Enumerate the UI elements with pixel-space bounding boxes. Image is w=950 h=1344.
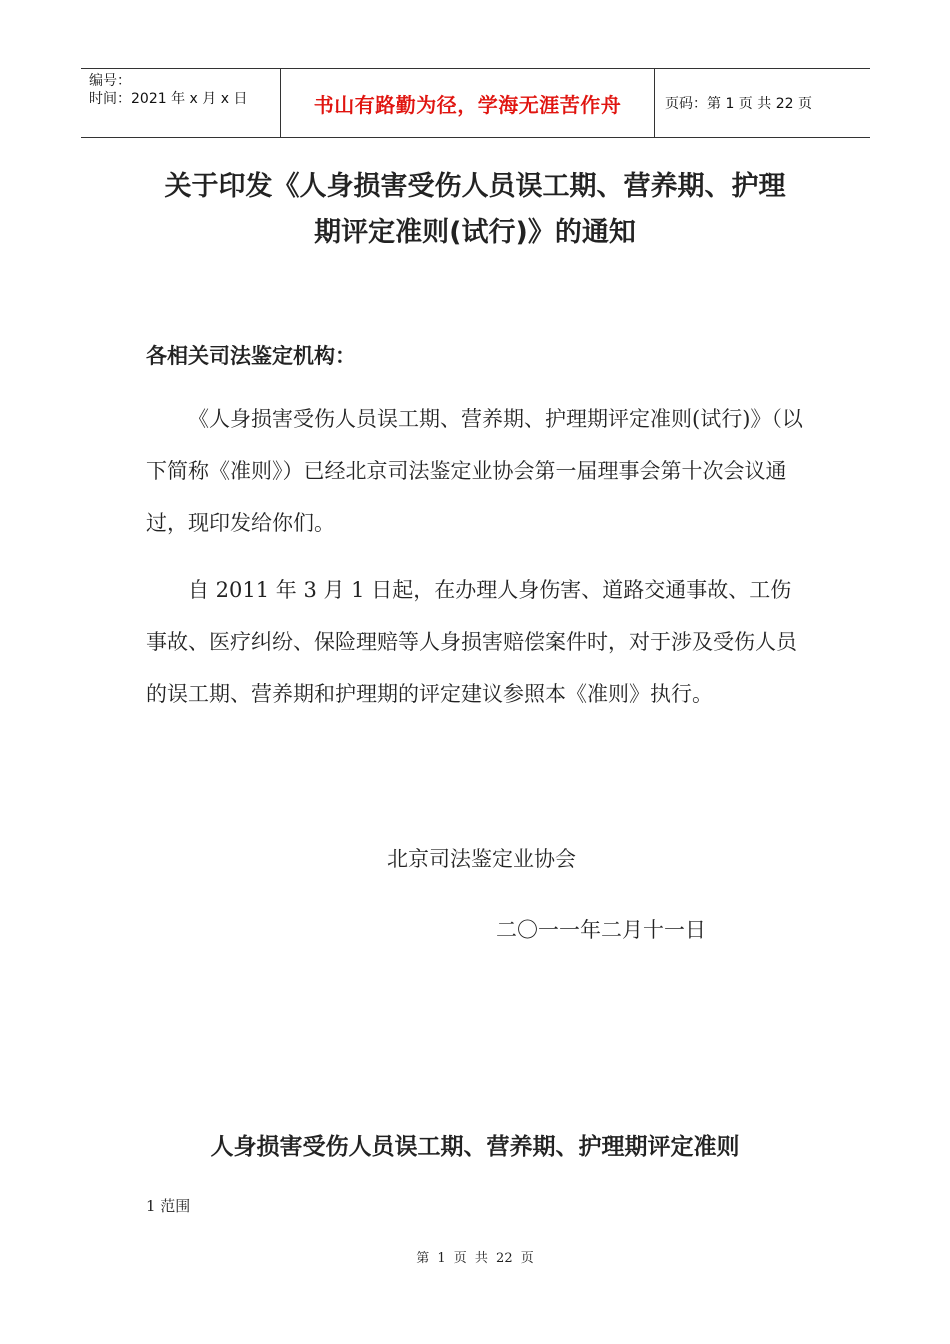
signature-organization: 北京司法鉴定业协会 [387, 847, 576, 871]
header-number-label: 编号： [89, 73, 131, 89]
header-meta [81, 69, 281, 137]
header-page-info: 页码：第 1 页 共 22 页 [665, 96, 812, 112]
standard-title: 人身损害受伤人员误工期、营养期、护理期评定准则 [210, 1134, 740, 1160]
salutation: 各相关司法鉴定机构： [146, 344, 356, 368]
paragraph-announcement: 《人身损害受伤人员误工期、营养期、护理期评定准则(试行)》（以下简称《准则》）已经北京司法鉴定业协会第一届理事会第十次会议通过，现印发给你们。 [146, 407, 803, 535]
page-footer: 第 1 页 共 22 页 [416, 1251, 534, 1266]
document-title [140, 164, 810, 256]
document-header [81, 68, 870, 138]
title-line-1: 关于印发《人身损害受伤人员误工期、营养期、护理 [164, 171, 786, 202]
section-heading-scope: 1 范围 [146, 1197, 191, 1215]
signature-date: 二〇一一年二月十一日 [496, 918, 706, 942]
title-line-2: 期评定准则(试行)》的通知 [314, 217, 636, 248]
header-time-label: 时间：2021 年 x 月 x 日 [89, 91, 248, 107]
paragraph-effective-date: 自 2011 年 3 月 1 日起，在办理人身伤害、道路交通事故、工伤事故、医疗纠纷、保险理赔等人身损害赔偿案件时，对于涉及受伤人员的误工期、营养期和护理期的评定建议参照本《准则》执行。 [146, 578, 797, 706]
header-motto: 书山有路勤为径，学海无涯苦作舟 [281, 69, 655, 137]
